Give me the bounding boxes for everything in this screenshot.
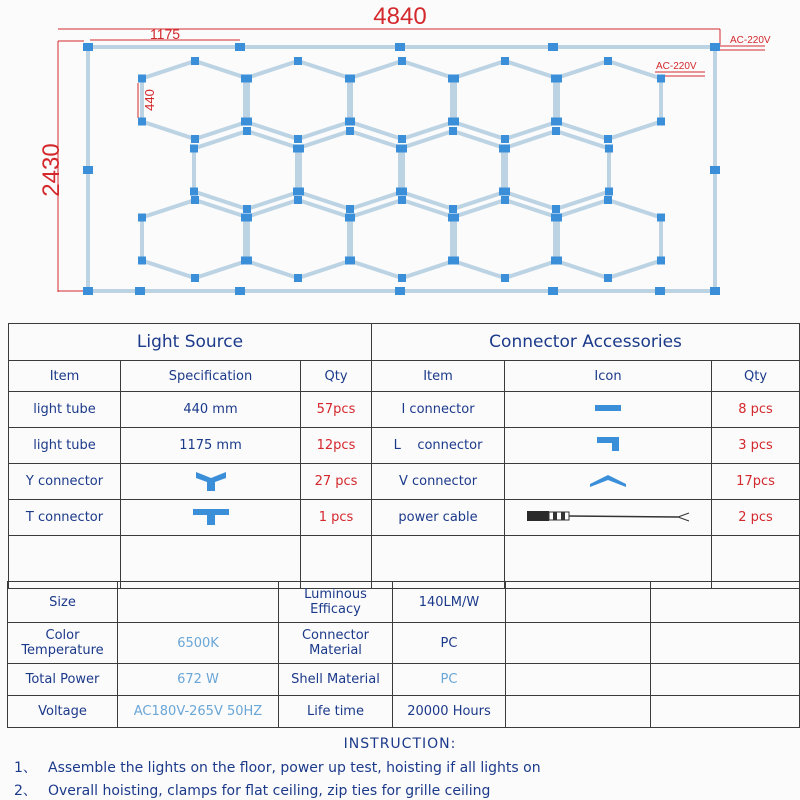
frame-connector: [83, 287, 93, 295]
l-connector-icon: [595, 435, 621, 453]
connector-node: [190, 145, 198, 153]
light-source-title: Light Source: [9, 324, 372, 361]
ls-item: light tube: [9, 392, 121, 428]
hexagon-cell: [245, 61, 351, 139]
connector-node: [345, 214, 353, 222]
hexagon-grid: [142, 61, 661, 278]
instruction-title: INSTRUCTION:: [343, 736, 457, 752]
power-label-outer: AC-220V: [730, 35, 771, 46]
connector-node: [448, 257, 456, 265]
t-connector-icon: [191, 506, 231, 526]
connector-node: [605, 188, 613, 196]
parts-table: [8, 323, 800, 589]
connector-node: [398, 135, 406, 143]
efficacy-label: Luminous Efficacy: [279, 582, 393, 623]
tube-short-label: 440: [142, 89, 157, 111]
hexagon-cell: [349, 200, 455, 278]
shell-material-value: PC: [393, 664, 506, 696]
connector-node: [243, 127, 251, 135]
connector-node: [501, 135, 509, 143]
ls-header-qty: Qty: [301, 361, 372, 392]
empty-cell: [506, 582, 651, 623]
empty-cell: [651, 623, 800, 664]
size-label: Size: [8, 582, 118, 623]
power-cable-icon: [523, 505, 693, 527]
connector-node: [501, 196, 509, 204]
efficacy-value: 140LM/W: [393, 582, 506, 623]
hexagon-layout-diagram: [0, 0, 800, 320]
connector-node: [604, 135, 612, 143]
ca-qty: 2 pcs: [712, 500, 800, 536]
connector-node: [448, 75, 456, 83]
step-text: Assemble the lights on the floor, power up test, hoisting if all lights on: [48, 760, 541, 776]
connector-node: [499, 188, 507, 196]
ls-spec: 440 mm: [121, 392, 301, 428]
connector-node: [293, 188, 301, 196]
frame-connector: [548, 287, 558, 295]
connector-node: [138, 75, 146, 83]
hexagon-cell: [142, 200, 248, 278]
color-temp-label: Color Temperature: [8, 623, 118, 664]
frame-connector: [710, 43, 720, 51]
connector-node: [396, 188, 404, 196]
total-power-label: Total Power: [8, 664, 118, 696]
hexagon-cell: [452, 61, 558, 139]
connector-accessories-title: Connector Accessories: [372, 324, 800, 361]
connector-node: [138, 257, 146, 265]
frame-connector: [395, 43, 405, 51]
connector-node: [551, 257, 559, 265]
connector-node: [294, 135, 302, 143]
ls-icon-cell: [121, 500, 301, 536]
connector-node: [448, 118, 456, 126]
step-number: 2、: [14, 783, 37, 799]
total-width-label: 4840: [373, 3, 427, 30]
ca-item: I connector: [372, 392, 505, 428]
connector-node: [501, 274, 509, 282]
ca-qty: 17pcs: [712, 464, 800, 500]
connector-node: [346, 127, 354, 135]
connector-node: [552, 127, 560, 135]
connector-node: [241, 75, 249, 83]
connector-node: [345, 257, 353, 265]
ls-qty: 57pcs: [301, 392, 372, 428]
connector-node: [657, 75, 665, 83]
connector-node: [396, 145, 404, 153]
ca-header-qty: Qty: [712, 361, 800, 392]
connector-node: [191, 274, 199, 282]
empty-cell: [651, 582, 800, 623]
hexagon-cell: [555, 200, 661, 278]
connector-node: [448, 214, 456, 222]
empty-cell: [506, 664, 651, 696]
shell-material-label: Shell Material: [279, 664, 393, 696]
empty-cell: [651, 696, 800, 728]
frame-connector: [395, 287, 405, 295]
connector-node: [345, 118, 353, 126]
life-time-label: Life time: [279, 696, 393, 728]
ls-item: Y connector: [9, 464, 121, 500]
y-connector-icon: [194, 468, 228, 492]
connector-node: [657, 118, 665, 126]
connector-node: [604, 57, 612, 65]
ls-qty: 1 pcs: [301, 500, 372, 536]
ca-icon-cell: [505, 392, 712, 428]
ls-spec: 1175 mm: [121, 428, 301, 464]
connector-node: [294, 196, 302, 204]
hexagon-cell: [297, 131, 403, 209]
color-temp-value: 6500K: [118, 623, 279, 664]
hexagon-cell: [400, 131, 506, 209]
ca-icon-cell: [505, 500, 712, 536]
step-number: 1、: [14, 760, 37, 776]
voltage-label: Voltage: [8, 696, 118, 728]
connector-node: [551, 75, 559, 83]
frame-connector: [83, 166, 93, 174]
voltage-value: AC180V-265V 50HZ: [118, 696, 279, 728]
ls-qty: 27 pcs: [301, 464, 372, 500]
frame-connector: [548, 43, 558, 51]
instruction-section: [0, 733, 800, 799]
total-height-label: 2430: [38, 143, 65, 197]
v-connector-icon: [588, 472, 628, 488]
ca-item: V connector: [372, 464, 505, 500]
empty-cell: [506, 623, 651, 664]
frame-connector: [710, 166, 720, 174]
size-value: [118, 582, 279, 623]
connector-node: [294, 274, 302, 282]
connector-node: [345, 75, 353, 83]
step-text: Overall hoisting, clamps for flat ceiling, zip ties for grille ceiling: [48, 783, 491, 799]
frame-connector: [83, 43, 93, 51]
total-power-value: 672 W: [118, 664, 279, 696]
connector-node: [604, 196, 612, 204]
ls-item: T connector: [9, 500, 121, 536]
frame-connector: [235, 287, 245, 295]
connector-node: [346, 205, 354, 213]
ca-qty: 8 pcs: [712, 392, 800, 428]
ca-header-item: Item: [372, 361, 505, 392]
connector-node: [449, 127, 457, 135]
frame-connector: [235, 43, 245, 51]
connector-node: [551, 214, 559, 222]
ca-icon-cell: [505, 464, 712, 500]
connector-node: [241, 257, 249, 265]
ca-qty: 3 pcs: [712, 428, 800, 464]
connector-node: [191, 135, 199, 143]
connector-node: [657, 214, 665, 222]
connector-node: [551, 118, 559, 126]
hexagon-cell: [503, 131, 609, 209]
ca-item: power cable: [372, 500, 505, 536]
empty-cell: [506, 696, 651, 728]
instruction-step: [14, 757, 541, 777]
power-label-inner: AC-220V: [656, 61, 697, 72]
ls-icon-cell: [121, 464, 301, 500]
life-time-value: 20000 Hours: [393, 696, 506, 728]
connector-material-value: PC: [393, 623, 506, 664]
connector-node: [191, 57, 199, 65]
ls-header-item: Item: [9, 361, 121, 392]
connector-node: [605, 145, 613, 153]
hexagon-cell: [245, 200, 351, 278]
hexagon-cell: [349, 61, 455, 139]
hexagon-cell: [194, 131, 300, 209]
ls-header-spec: Specification: [121, 361, 301, 392]
ca-icon-cell: [505, 428, 712, 464]
connector-material-label: Connector Material: [279, 623, 393, 664]
connector-node: [241, 118, 249, 126]
connector-node: [293, 145, 301, 153]
ca-header-icon: Icon: [505, 361, 712, 392]
connector-node: [657, 257, 665, 265]
connector-node: [191, 196, 199, 204]
connector-node: [190, 188, 198, 196]
ls-qty: 12pcs: [301, 428, 372, 464]
hexagon-cell: [142, 61, 248, 139]
tube-long-label: 1175: [149, 26, 181, 42]
connector-node: [138, 214, 146, 222]
ca-item: L connector: [372, 428, 505, 464]
frame-connector: [135, 287, 145, 295]
connector-node: [398, 274, 406, 282]
ls-item: light tube: [9, 428, 121, 464]
connector-node: [499, 145, 507, 153]
connector-node: [294, 57, 302, 65]
connector-node: [138, 118, 146, 126]
hexagon-cell: [452, 200, 558, 278]
connector-node: [243, 205, 251, 213]
instruction-step: [14, 780, 490, 800]
hexagon-cell: [555, 61, 661, 139]
connector-node: [241, 214, 249, 222]
frame-connector: [710, 287, 720, 295]
connector-node: [398, 196, 406, 204]
connector-node: [552, 205, 560, 213]
i-connector-icon: [593, 403, 623, 413]
connector-node: [604, 274, 612, 282]
frame-connector: [655, 287, 665, 295]
connector-node: [398, 57, 406, 65]
connector-node: [449, 205, 457, 213]
connector-node: [501, 57, 509, 65]
specs-table: [7, 581, 800, 728]
empty-cell: [651, 664, 800, 696]
